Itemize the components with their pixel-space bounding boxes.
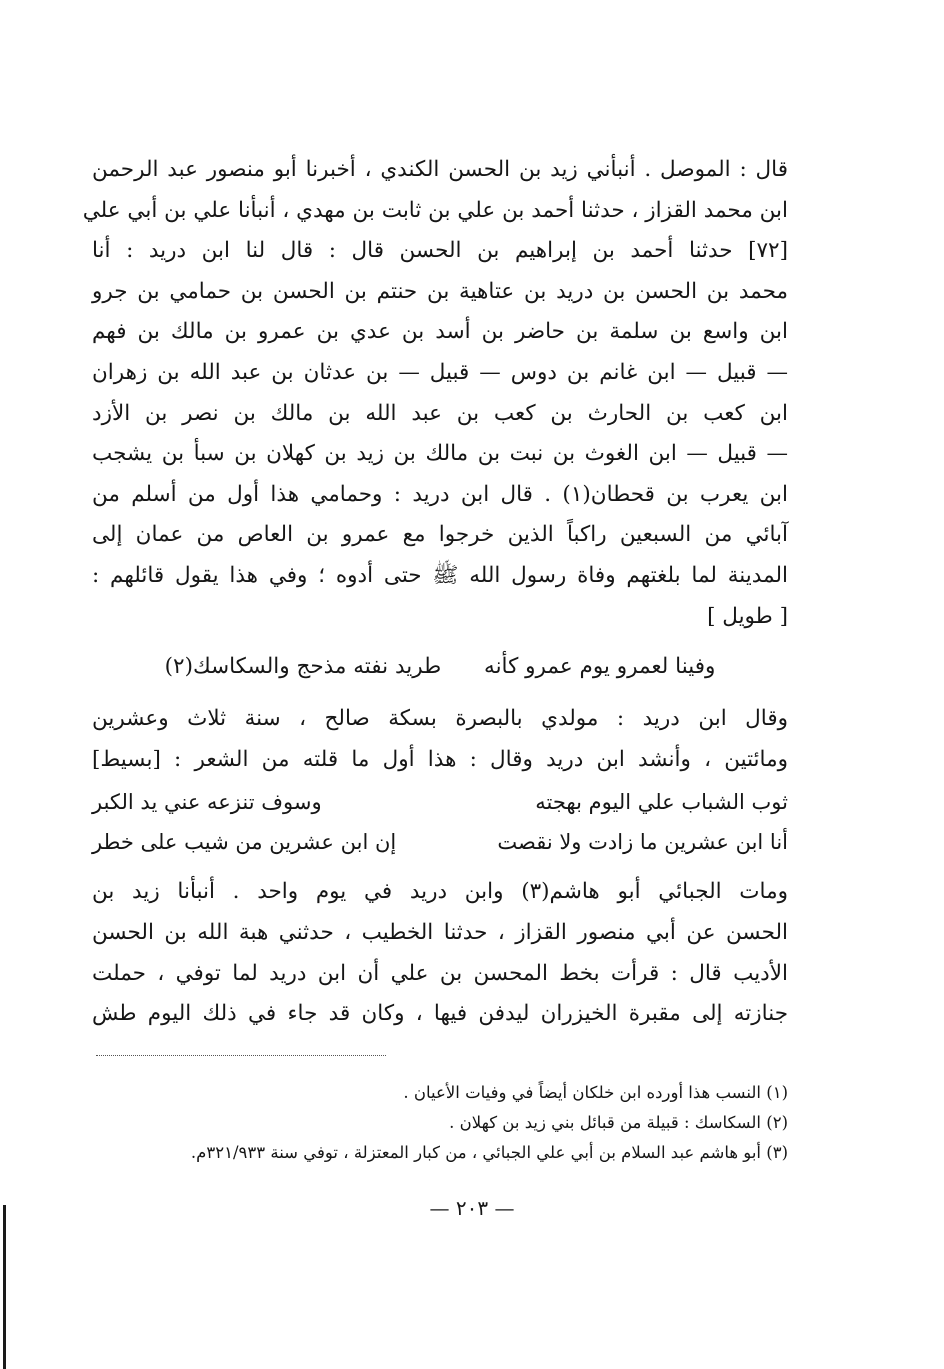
text-line: الحسن عن أبي منصور القزاز ، حدثنا الخطيب ، حدثني هبة الله بن الحسن [92, 919, 788, 945]
text-line: ابن واسع بن سلمة بن حاضر بن أسد بن عدي بن عمرو بن مالك بن فهم [92, 319, 788, 345]
text-line: آبائي من السبعين راكباً الذين خرجوا مع عمرو بن العاص من عمان إلى [92, 522, 788, 548]
text-line: ابن يعرب بن قحطان(١) . قال ابن دريد : وحمامي هذا أول من أسلم من [92, 481, 788, 507]
couplet-row [92, 822, 788, 862]
footnote-3: (٣) أبو هاشم عبد السلام بن أبي علي الجبائي ، من كبار المعتزلة ، توفي سنة ٣٢١/٩٣٣م. [190, 1143, 788, 1162]
scan-edge-mark [3, 1205, 6, 1369]
hemistich-right: ثوب الشباب علي اليوم بهجته [535, 790, 788, 815]
text-line: ابن محمد القزاز ، حدثنا أحمد بن علي بن ثابت بن مهدي ، أنبأنا علي بن أبي علي [82, 197, 788, 223]
paragraph-2 [92, 699, 788, 780]
text-line: [٧٢] حدثنا أحمد بن إبراهيم بن الحسن قال : قال لنا ابن دريد : أنا [92, 238, 788, 264]
couplet-row [92, 782, 788, 822]
footnote-divider [96, 1055, 386, 1056]
text-line: المدينة لما بلغتهم وفاة رسول الله ﷺ حتى أدوه ؛ وفي هذا يقول قائلهم : [92, 562, 788, 588]
paragraph-3 [92, 872, 788, 1034]
hemistich-left: وسوف تنزعه عني يد الكبر [92, 790, 322, 815]
verse-1 [92, 647, 788, 687]
text-line: الأديب قال : قرأت بخط المحسن بن علي أن ابن دريد لما توفي ، حملت [92, 960, 788, 986]
text-line: ومائتين ، وأنشد ابن دريد وقال : هذا أول ما قلته من الشعر : [بسيط] [92, 746, 788, 772]
hemistich-right: أنا ابن عشرين ما زادت ولا نقصت [497, 830, 788, 855]
meter-label: [ طويل ] [707, 603, 788, 629]
poem-couplet [92, 782, 788, 862]
footnote-1: (١) النسب هذا أورده ابن خلكان أيضاً في وفيات الأعيان . [403, 1083, 788, 1102]
page-body [82, 150, 788, 1035]
text-line: — قبيل — ابن الغوث بن نبت بن مالك بن زيد بن كهلان بن سبأ بن يشجب [92, 441, 788, 467]
verse-hemistich-2: طريد نفته مذحج والسكاسك(٢) [164, 654, 442, 680]
text-line: وقال ابن دريد : مولدي بالبصرة بسكة صالح ، سنة ثلاث وعشرين [92, 706, 788, 732]
text-line: ابن كعب بن الحارث بن كعب بن عبد الله بن مالك بن نصر بن الأزد [92, 400, 788, 426]
meter-line [92, 597, 788, 638]
footnote-2: (٢) السكاسك : قبيلة من قبائل بني زيد بن كهلان . [449, 1113, 788, 1132]
text-line: ومات الجبائي أبو هاشم(٣) وابن دريد في يوم واحد . أنبأنا زيد بن [92, 879, 788, 905]
hemistich-left: إن ابن عشرين من شيب على خطر [92, 830, 397, 855]
paragraph-1 [82, 150, 788, 637]
text-line: محمد بن الحسن بن دريد بن عتاهية بن حنتم بن الحسن بن حمامي بن جرو [92, 278, 788, 304]
text-line: قال : الموصل . أنبأني زيد بن الحسن الكندي ، أخبرنا أبو منصور عبد الرحمن [92, 157, 788, 182]
footnotes [128, 1078, 788, 1168]
verse-hemistich-1: وفينا لعمرو يوم عمرو كأنه [484, 654, 716, 680]
text-line: جنازته إلى مقبرة الخيزران ليدفن فيها ، وكان قد جاء في ذلك اليوم طش [92, 1001, 788, 1027]
page-number: — ٢٠٣ — [429, 1196, 515, 1220]
text-line: — قبيل — ابن غانم بن دوس — قبيل — بن عدثان بن عبد الله بن زهران [92, 359, 788, 385]
